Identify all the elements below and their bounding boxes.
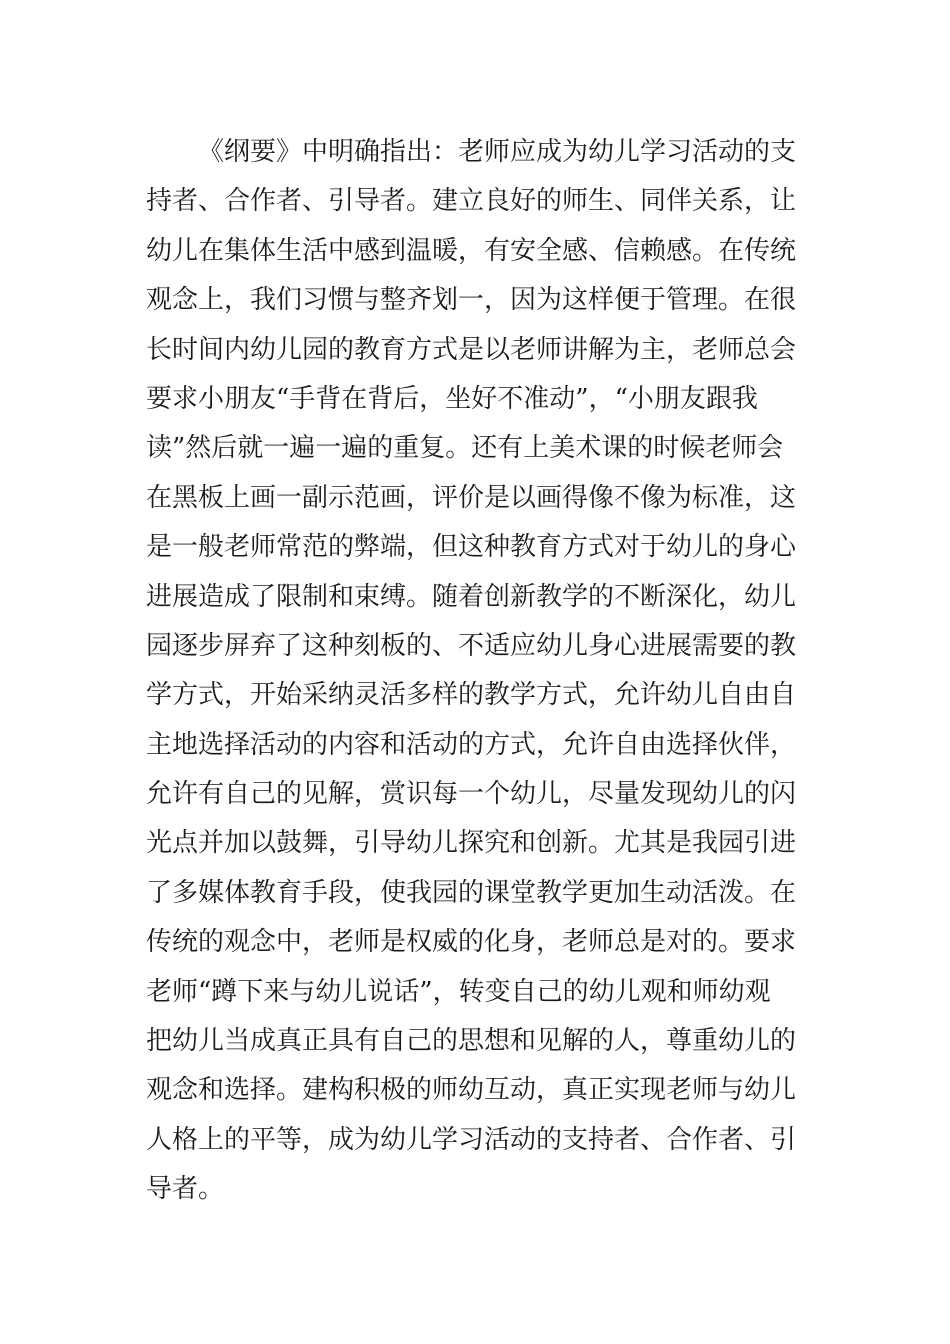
text-line: 了多媒体教育手段，使我园的课堂教学更加生动活泼。在 bbox=[146, 877, 797, 908]
body-paragraph bbox=[146, 128, 806, 1215]
text-line: 把幼儿当成真正具有自己的思想和见解的人，尊重幼儿的 bbox=[146, 1026, 797, 1057]
text-line: 园逐步屏弃了这种刻板的、不适应幼儿身心进展需要的教 bbox=[146, 630, 797, 661]
text-line: 是一般老师常范的弊端，但这种教育方式对于幼儿的身心 bbox=[146, 532, 797, 563]
text-line: 读”然后就一遍一遍的重复。还有上美术课的时候老师会 bbox=[146, 433, 784, 464]
text-line: 导者。 bbox=[146, 1174, 225, 1205]
text-line: 《纲要》中明确指出：老师应成为幼儿学习活动的支 bbox=[198, 137, 797, 167]
text-line: 观念上，我们习惯与整齐划一，因为这样便于管理。在很 bbox=[146, 285, 797, 316]
text-line: 幼儿在集体生活中感到温暖，有安全感、信赖感。在传统 bbox=[146, 235, 797, 266]
text-line: 持者、合作者、引导者。建立良好的师生、同伴关系，让 bbox=[146, 186, 797, 217]
text-line: 允许有自己的见解，赏识每一个幼儿，尽量发现幼儿的闪 bbox=[146, 779, 797, 810]
text-line: 长时间内幼儿园的教育方式是以老师讲解为主，老师总会 bbox=[146, 334, 797, 365]
text-line: 主地选择活动的内容和活动的方式，允许自由选择伙伴， bbox=[146, 729, 797, 760]
text-line: 光点并加以鼓舞，引导幼儿探究和创新。尤其是我园引进 bbox=[146, 828, 797, 859]
text-line: 人格上的平等，成为幼儿学习活动的支持者、合作者、引 bbox=[146, 1124, 797, 1155]
text-line: 要求小朋友“手背在背后，坐好不准动”，“小朋友跟我 bbox=[146, 383, 758, 414]
text-line: 在黑板上画一副示范画，评价是以画得像不像为标准，这 bbox=[146, 482, 797, 513]
text-line: 传统的观念中，老师是权威的化身，老师总是对的。要求 bbox=[146, 927, 797, 958]
text-line: 观念和选择。建构积极的师幼互动，真正实现老师与幼儿 bbox=[146, 1075, 797, 1106]
text-line: 进展造成了限制和束缚。随着创新教学的不断深化，幼儿 bbox=[146, 581, 797, 612]
text-line: 学方式，开始采纳灵活多样的教学方式，允许幼儿自由自 bbox=[146, 680, 797, 711]
text-line: 老师“蹲下来与幼儿说话”，转变自己的幼儿观和师幼观 bbox=[146, 976, 771, 1007]
